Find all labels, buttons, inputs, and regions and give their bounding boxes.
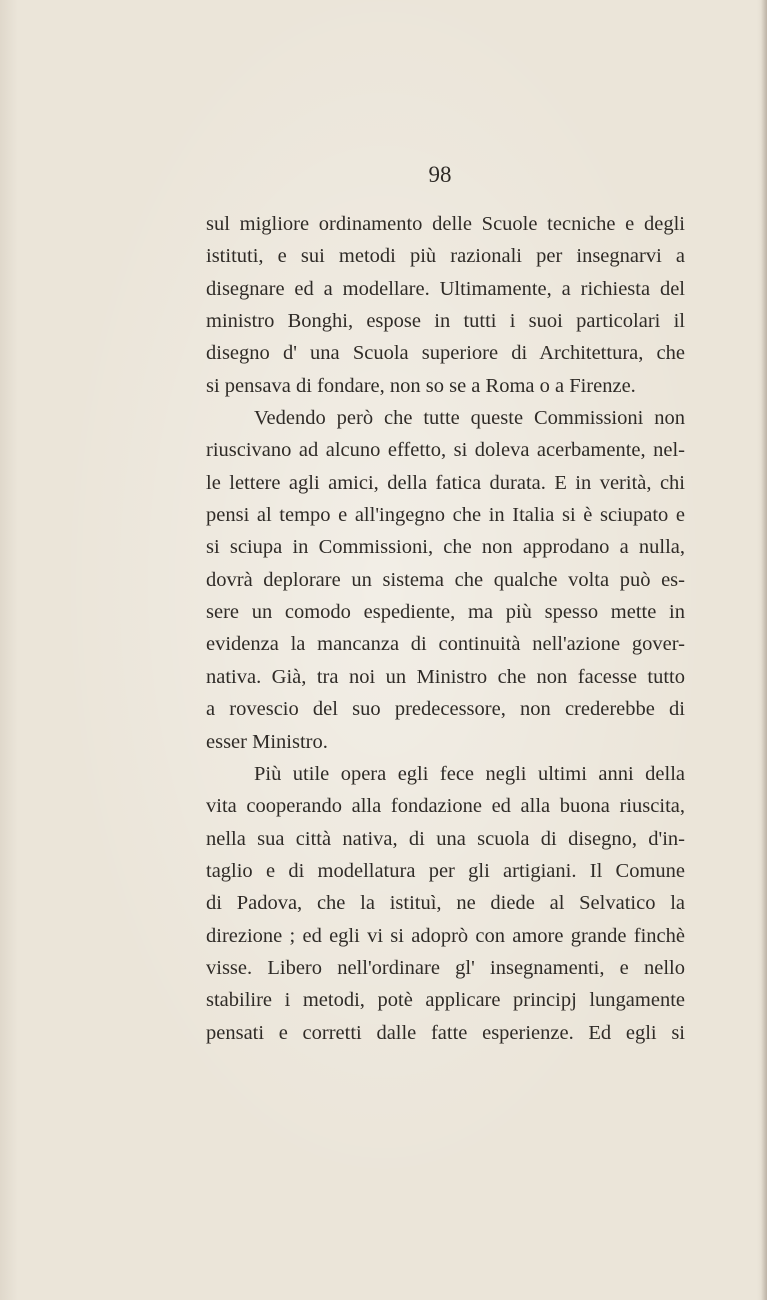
text-line-14: evidenza la mancanza di continuità nell'azione gover- bbox=[206, 633, 685, 656]
text-line-12: dovrà deplorare un sistema che qualche volta può es- bbox=[206, 568, 685, 591]
text-line-6: si pensava di fondare, non so se a Roma o a Firenze. bbox=[206, 374, 636, 397]
text-line-2: istituti, e sui metodi più razionali per insegnarvi a bbox=[206, 245, 685, 268]
text-line-21: taglio e di modellatura per gli artigiani. Il Comune bbox=[206, 859, 685, 882]
text-line-18: Più utile opera egli fece negli ultimi anni della bbox=[254, 762, 685, 785]
page-edge-shadow bbox=[761, 0, 767, 1300]
text-line-4: ministro Bonghi, espose in tutti i suoi particolari il bbox=[206, 310, 685, 333]
body-text bbox=[206, 208, 685, 1049]
text-line-26: pensati e corretti dalle fatte esperienze. Ed egli si bbox=[206, 1021, 685, 1044]
text-line-10: pensi al tempo e all'ingegno che in Italia si è sciupato e bbox=[206, 504, 685, 527]
text-line-13: sere un comodo espediente, ma più spesso mette in bbox=[206, 601, 685, 624]
page-number: 98 bbox=[428, 162, 452, 187]
text-line-23: direzione ; ed egli vi si adoprò con amore grande finchè bbox=[206, 924, 685, 947]
text-line-16: a rovescio del suo predecessore, non crederebbe di bbox=[206, 698, 685, 721]
text-line-15: nativa. Già, tra noi un Ministro che non facesse tutto bbox=[206, 665, 685, 688]
text-line-22: di Padova, che la istituì, ne diede al Selvatico la bbox=[206, 892, 685, 915]
text-line-24: visse. Libero nell'ordinare gl' insegnamenti, e nello bbox=[206, 956, 685, 979]
text-line-7: Vedendo però che tutte queste Commissioni non bbox=[254, 407, 685, 430]
text-line-19: vita cooperando alla fondazione ed alla buona riuscita, bbox=[206, 795, 685, 818]
text-line-25: stabilire i metodi, potè applicare principj lungamente bbox=[206, 989, 685, 1012]
text-line-5: disegno d' una Scuola superiore di Architettura, che bbox=[206, 342, 685, 365]
text-line-20: nella sua città nativa, di una scuola di disegno, d'in- bbox=[206, 827, 685, 850]
text-line-11: si sciupa in Commissioni, che non approdano a nulla, bbox=[206, 536, 685, 559]
text-line-3: disegnare ed a modellare. Ultimamente, a richiesta del bbox=[206, 277, 685, 300]
text-line-9: le lettere agli amici, della fatica durata. E in verità, chi bbox=[206, 471, 685, 494]
text-line-8: riuscivano ad alcuno effetto, si doleva acerbamente, nel- bbox=[206, 439, 685, 462]
text-line-1: sul migliore ordinamento delle Scuole tecniche e degli bbox=[206, 213, 685, 235]
text-line-17: esser Ministro. bbox=[206, 730, 328, 753]
